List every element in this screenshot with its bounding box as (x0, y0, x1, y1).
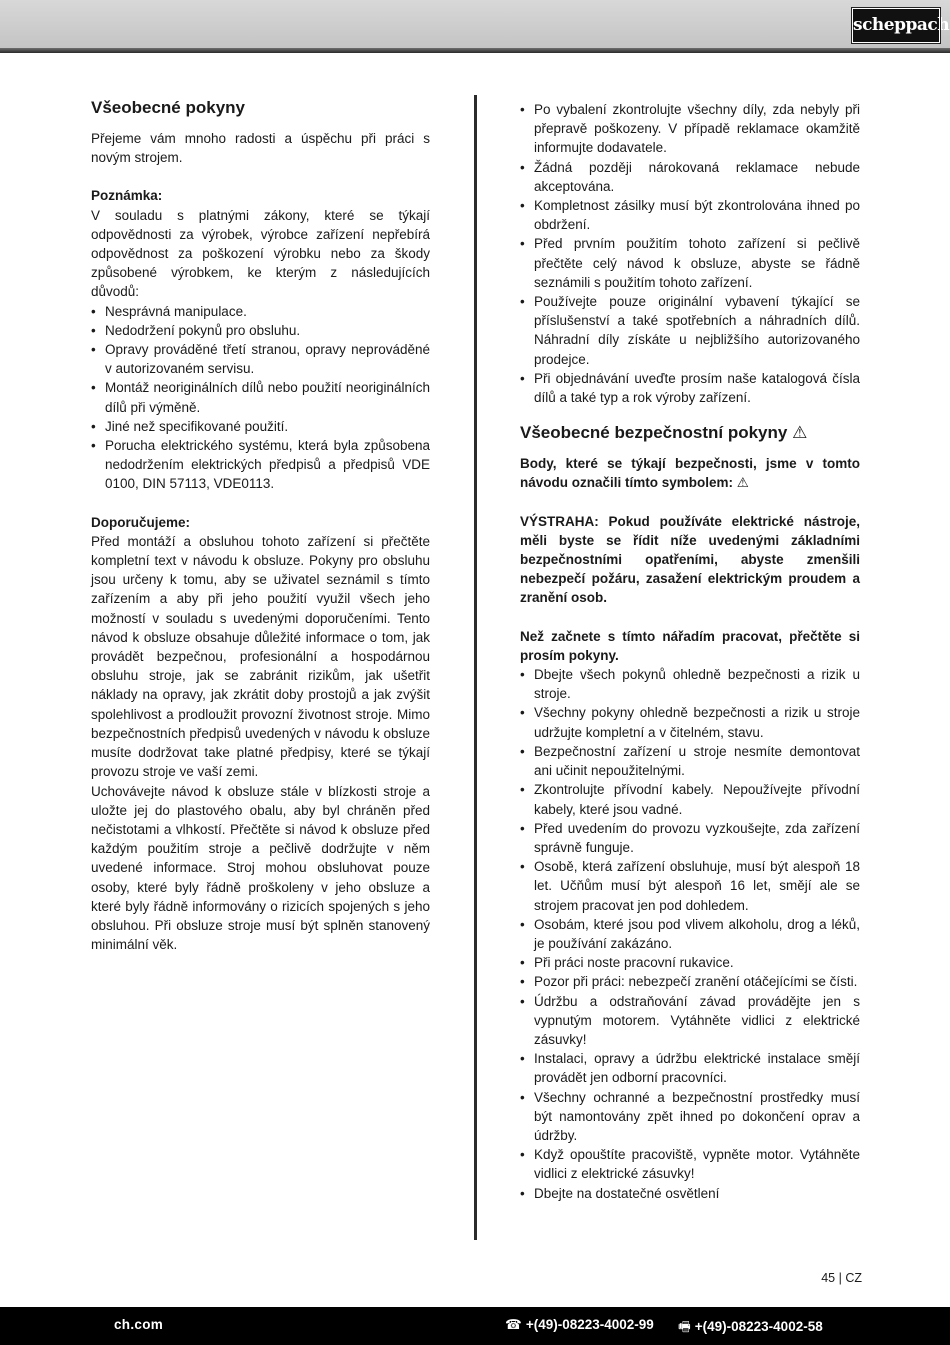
list-item: • Před prvním použitím tohoto zařízení si pečlivě přečtěte celý návod k obsluze, abyste se řádně seznámili s použitím tohoto zařízení. (520, 234, 860, 292)
warning-icon: ⚠ (736, 475, 749, 491)
symbol-note (520, 454, 860, 492)
list-item: • Při objednávání uveďte prosím naše katalogová čísla dílů a také typ a rok výroby zařízení. (520, 369, 860, 407)
safety-title-text: Všeobecné bezpečnostní pokyny (520, 423, 788, 443)
list-item: • Zkontrolujte přívodní kabely. Nepoužívejte přívodní kabely, které jsou vadné. (520, 780, 860, 818)
list-item: • Nedodržení pokynů pro obsluhu. (91, 321, 430, 340)
list-item: • Žádná později nárokovaná reklamace nebude akceptována. (520, 158, 860, 196)
footer-fax-number: +(49)-08223-4002-58 (694, 1319, 823, 1334)
before-work-text: Než začnete s tímto nářadím pracovat, přečtěte si prosím pokyny. (520, 628, 860, 663)
list-item: • Dbejte všech pokynů ohledně bezpečnosti a rizik u stroje. (520, 665, 860, 703)
brand-logo: scheppach (852, 8, 940, 43)
phone-icon: ☎ (505, 1317, 522, 1332)
footer-phone-number: +(49)-08223-4002-99 (525, 1317, 654, 1332)
note-heading: Poznámka: (91, 188, 163, 204)
list-item: • Po vybalení zkontrolujte všechny díly, zda nebyly při přepravě poškozeny. V případě reklamace okamžitě informujte dodavatele. (520, 100, 860, 158)
note-text: V souladu s platnými zákony, které se týkají odpovědnosti za výrobek, výrobce zařízení nepřebírá odpovědnost za poškození výrobku nebo za škody způsobené výrobkem, ke kterým z následujících důvodů: (91, 207, 430, 300)
warning-icon: ⚠ (792, 423, 808, 443)
right-column (520, 100, 860, 1203)
footer-phone (505, 1317, 654, 1333)
header-rule (0, 48, 950, 53)
list-item: • Při práci noste pracovní rukavice. (520, 953, 860, 972)
reasons-list (91, 302, 430, 494)
list-item: • Osobě, která zařízení obsluhuje, musí být alespoň 18 let. Učňům musí být alespoň 16 let, smějí ale se strojem pracovat jen pod dohledem. (520, 857, 860, 915)
warning-text: VÝSTRAHA: Pokud používáte elektrické nástroje, měli byste se řídit níže uvedenými základními bezpečnostními opatřeními, abyste zmenšili nebezpečí požáru, zasažení elektrickým proudem a zranění osob. (520, 513, 860, 606)
list-item: • Před uvedením do provozu vyzkoušejte, zda zařízení správně funguje. (520, 819, 860, 857)
list-item: • Osobám, které jsou pod vlivem alkoholu, drog a léků, je používání zakázáno. (520, 915, 860, 953)
list-item: • Používejte pouze originální vybavení týkající se příslušenství a také spotřebních a náhradních dílů. Náhradní díly získáte u nejbližšího autorizovaného prodejce. (520, 292, 860, 369)
footer-bar (0, 1307, 950, 1345)
symbol-note-text: Body, které se týkají bezpečnosti, jsme v tomto návodu označili tímto symbolem: (520, 456, 860, 491)
header-band (0, 0, 950, 48)
list-item: • Dbejte na dostatečné osvětlení (520, 1184, 860, 1203)
list-item: • Nesprávná manipulace. (91, 302, 430, 321)
safety-title (520, 421, 860, 445)
list-item: • Kompletnost zásilky musí být zkontrolována ihned po obdržení. (520, 196, 860, 234)
recommend-heading: Doporučujeme: (91, 514, 191, 530)
left-column (91, 96, 430, 954)
list-item: • Údržbu a odstraňování závad provádějte jen s vypnutým motorem. Vytáhněte vidlici z elektrické zásuvky! (520, 992, 860, 1050)
list-item: • Bezpečnostní zařízení u stroje nesmíte demontovat ani učinit nepoužitelnými. (520, 742, 860, 780)
general-items-list (520, 100, 860, 407)
column-divider (474, 95, 477, 1240)
list-item: • Opravy prováděné třetí stranou, opravy neprováděné v autorizovaném servisu. (91, 340, 430, 378)
list-item: • Pozor při práci: nebezpečí zranění otáčejícími se čísti. (520, 972, 860, 991)
list-item: • Všechny pokyny ohledně bezpečnosti a rizik u stroje udržujte kompletní a v čitelném, stavu. (520, 703, 860, 741)
list-item: • Všechny ochranné a bezpečnostní prostředky musí být namontovány zpět ihned po dokončení oprav a údržby. (520, 1088, 860, 1146)
general-instructions-title: Všeobecné pokyny (91, 98, 246, 117)
list-item: • Porucha elektrického systému, která byla způsobena nedodržením elektrických předpisů a předpisů VDE 0100, DIN 57113, VDE0113. (91, 436, 430, 494)
page-number: 45 | CZ (821, 1271, 862, 1285)
list-item: • Jiné než specifikované použití. (91, 417, 430, 436)
intro-text: Přejeme vám mnoho radosti a úspěchu při práci s novým strojem. (91, 131, 430, 166)
list-item: • Když opouštíte pracoviště, vypněte motor. Vytáhněte vidlici z elektrické zásuvky! (520, 1145, 860, 1183)
footer-website[interactable]: ch.com (114, 1317, 164, 1332)
list-item: • Instalaci, opravy a údržbu elektrické instalace smějí provádět jen odborní pracovníci. (520, 1049, 860, 1087)
recommend-paragraph-1: Před montáží a obsluhou tohoto zařízení si přečtěte kompletní text v návodu k obsluze. Pokyny pro obsluhu jsou určeny k tomu, aby se uživatel seznámil s tímto zařízením a aby při jeho použití využil všech jeho možností v souladu s uvedenými doporučeními. Tento návod k obsluze obsahuje důležité informace o tom, jak provádět bezpečnou, profesionální a hospodárnou obsluhu stroje, jak se zabránit rizikům, jak ušetřit náklady na opravy, jak zkrátit doby prostojů a jak zvýšit spolehlivost a prodloužit provozní životnost stroje. Mimo bezpečnostních předpisů uvedených v návodu k obsluze musíte dodržovat take platné předpisy, které se týkají provozu stroje ve vaší zemi. (91, 533, 430, 780)
list-item: • Montáž neoriginálních dílů nebo použití neoriginálních dílů při výměně. (91, 378, 430, 416)
footer-fax (678, 1317, 823, 1340)
recommend-paragraph-2: Uchovávejte návod k obsluze stále v blízkosti stroje a uložte jej do plastového obalu, aby byl chráněn před nečistotami a vlhkostí. Přečtěte si návod k obsluze před každým použitím stroje a pečlivě dodržujte v něm uvedené informace. Stroj mohou obsluhovat pouze osoby, které byly řádně proškoleny v jeho obsluze a které byly řádně informovány o rizicích spojených s jeho obsluhou. Při obsluze stroje musí být splněn stanovený minimální věk. (91, 783, 430, 953)
safety-items-list (520, 665, 860, 1203)
fax-icon: 🖷 (678, 1319, 691, 1334)
